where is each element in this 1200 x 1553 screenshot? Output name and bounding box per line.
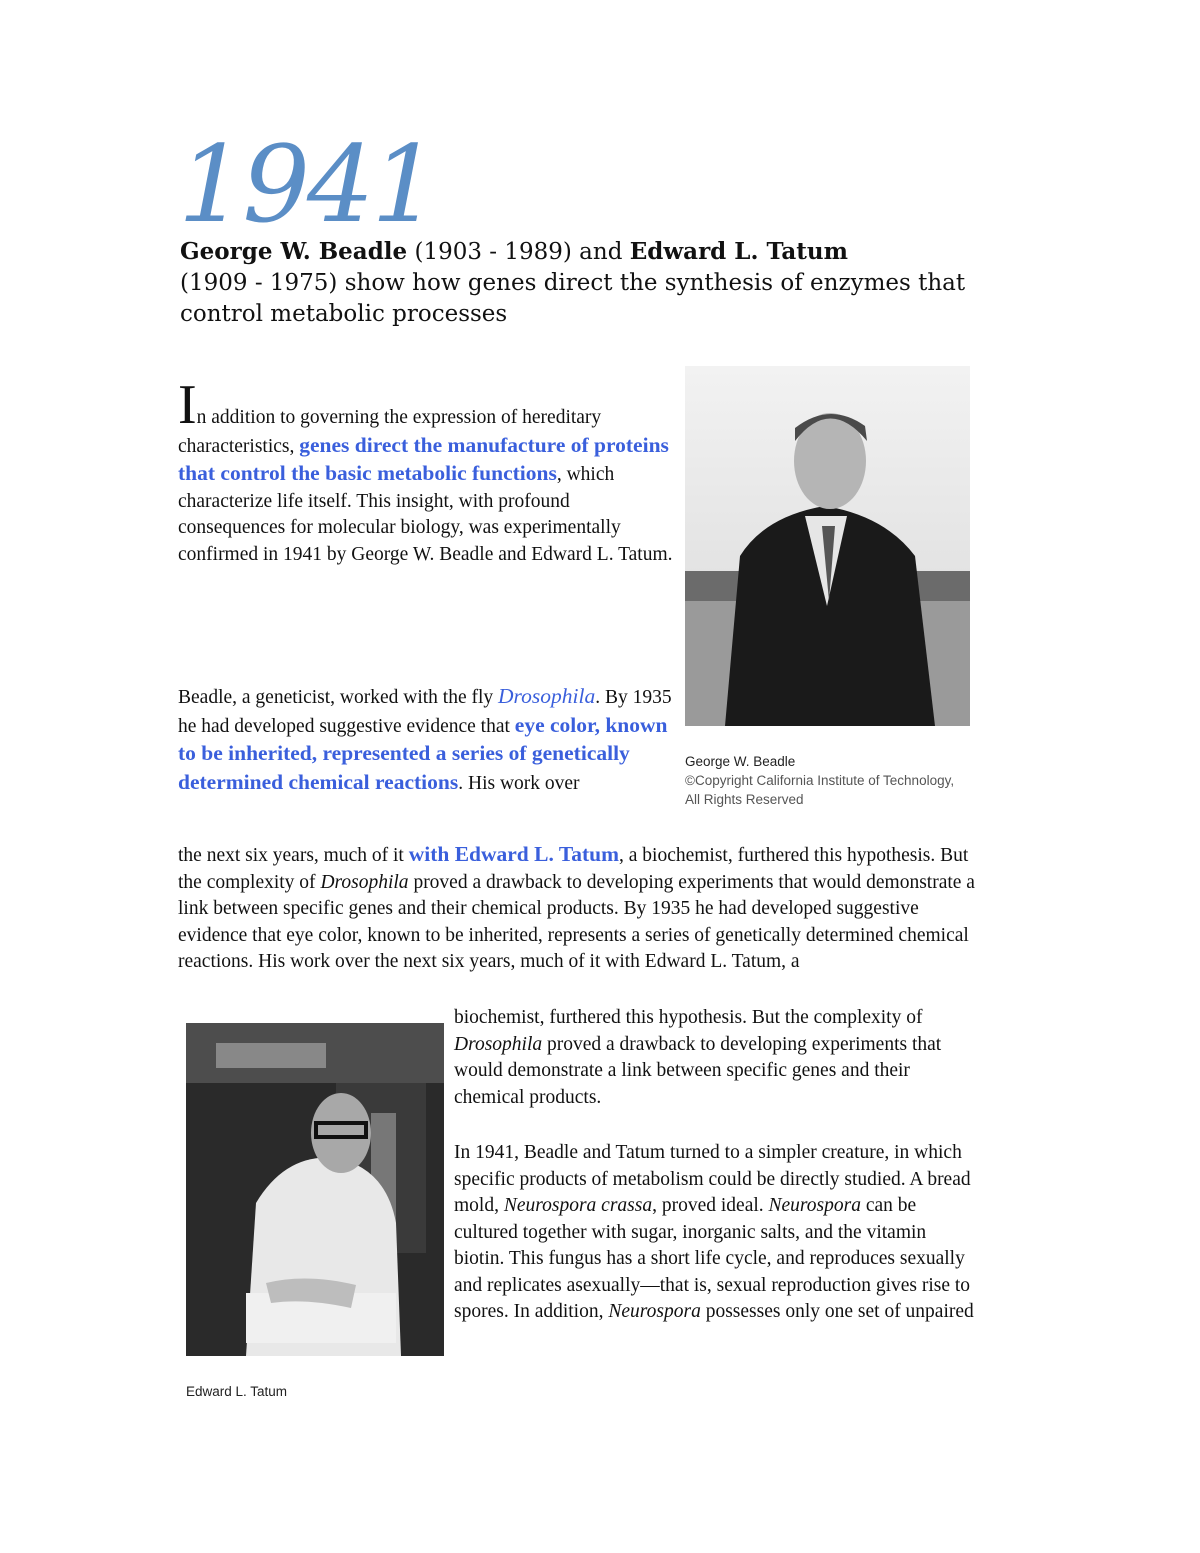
beadle-text-a: Beadle, a geneticist, worked with the fly <box>178 687 499 708</box>
neurospora-italic-2: Neurospora <box>768 1195 861 1216</box>
heading-dates-beadle: (1903 - 1989) and <box>407 239 630 265</box>
year-title: 1941 <box>178 123 436 246</box>
paragraph-beadle <box>178 683 678 797</box>
neurospora-crassa-italic: Neurospora crassa <box>503 1195 653 1216</box>
drosophila-italic-2: Drosophila <box>454 1033 543 1055</box>
beadle-caption-name: George W. Beadle <box>685 754 796 769</box>
tatum-caption: Edward L. Tatum <box>186 1384 288 1399</box>
paragraph-beadle-continued <box>178 841 978 976</box>
heading-rest: (1909 - 1975) show how genes direct the synthesis of enzymes that control metabolic processes <box>180 270 966 327</box>
page-heading <box>180 236 980 330</box>
tatum-photo-image <box>186 1023 444 1356</box>
tatum-photo <box>186 1023 444 1356</box>
heading-name-beadle: George W. Beadle <box>180 238 408 265</box>
paragraph-neurospora <box>454 1140 974 1326</box>
beadle-text-e: , a biochemist, furthered this hypothesis. But the complexity of <box>178 845 969 893</box>
neurospora-text-c: can be cultured together with sugar, inorganic salts, and the vitamin biotin. This fungus has a short life cycle, and reproduces sexually and replicates asexually—that is, sexual reproduction gives rise to spores. In addition, <box>454 1195 971 1322</box>
intro-text-a: n addition to governing the expression of hereditary characteristics, <box>178 407 602 457</box>
neurospora-text-d: possesses only one set of unpaired <box>700 1301 974 1322</box>
beadle-caption <box>685 752 965 809</box>
beadle-text-b: . By 1935 he had developed suggestive evidence that <box>178 687 672 737</box>
drosophila-text-b: proved a drawback to developing experiments that would demonstrate a link between specific genes and their chemical products. <box>454 1033 942 1108</box>
drop-cap: I <box>178 374 197 436</box>
beadle-text-d: the next six years, much of it <box>178 845 409 866</box>
intro-highlight: genes direct the manufacture of proteins that control the basic metabolic functions <box>178 432 669 485</box>
beadle-photo <box>685 366 970 726</box>
beadle-text-c: . His work over <box>458 772 580 794</box>
tatum-highlight: with Edward L. Tatum <box>408 842 619 866</box>
beadle-caption-copyright: ©Copyright California Institute of Technology, All Rights Reserved <box>685 773 955 807</box>
drosophila-highlight: Drosophila <box>498 684 596 708</box>
paragraph-drosophila <box>454 1005 974 1111</box>
eye-color-highlight: eye color, known to be inherited, represented a series of genetically determined chemical reactions <box>178 712 668 794</box>
neurospora-text-b: , proved ideal. <box>652 1195 769 1216</box>
drosophila-text-a: biochemist, furthered this hypothesis. But the complexity of <box>454 1007 923 1028</box>
drosophila-italic: Drosophila <box>320 871 409 893</box>
beadle-photo-image <box>685 366 970 726</box>
paragraph-intro <box>178 374 678 568</box>
neurospora-italic-3: Neurospora <box>608 1301 701 1322</box>
intro-text-b: , which characterize life itself. This insight, with profound consequences for molecular biology, was experimentally confirmed in 1941 by George W. Beadle and Edward L. Tatum. <box>178 464 673 565</box>
neurospora-text-a: In 1941, Beadle and Tatum turned to a simpler creature, in which specific products of metabolism could be directly studied. A bread mold, <box>454 1142 971 1216</box>
heading-name-tatum: Edward L. Tatum <box>629 238 848 265</box>
beadle-text-f: proved a drawback to developing experiments that would demonstrate a link between specific genes and their chemical products. By 1935 he had developed suggestive evidence that eye color, known to be inherited, represents a series of genetically determined chemical reactions. His work over the next six years, much of it with Edward L. Tatum, a <box>178 871 975 972</box>
